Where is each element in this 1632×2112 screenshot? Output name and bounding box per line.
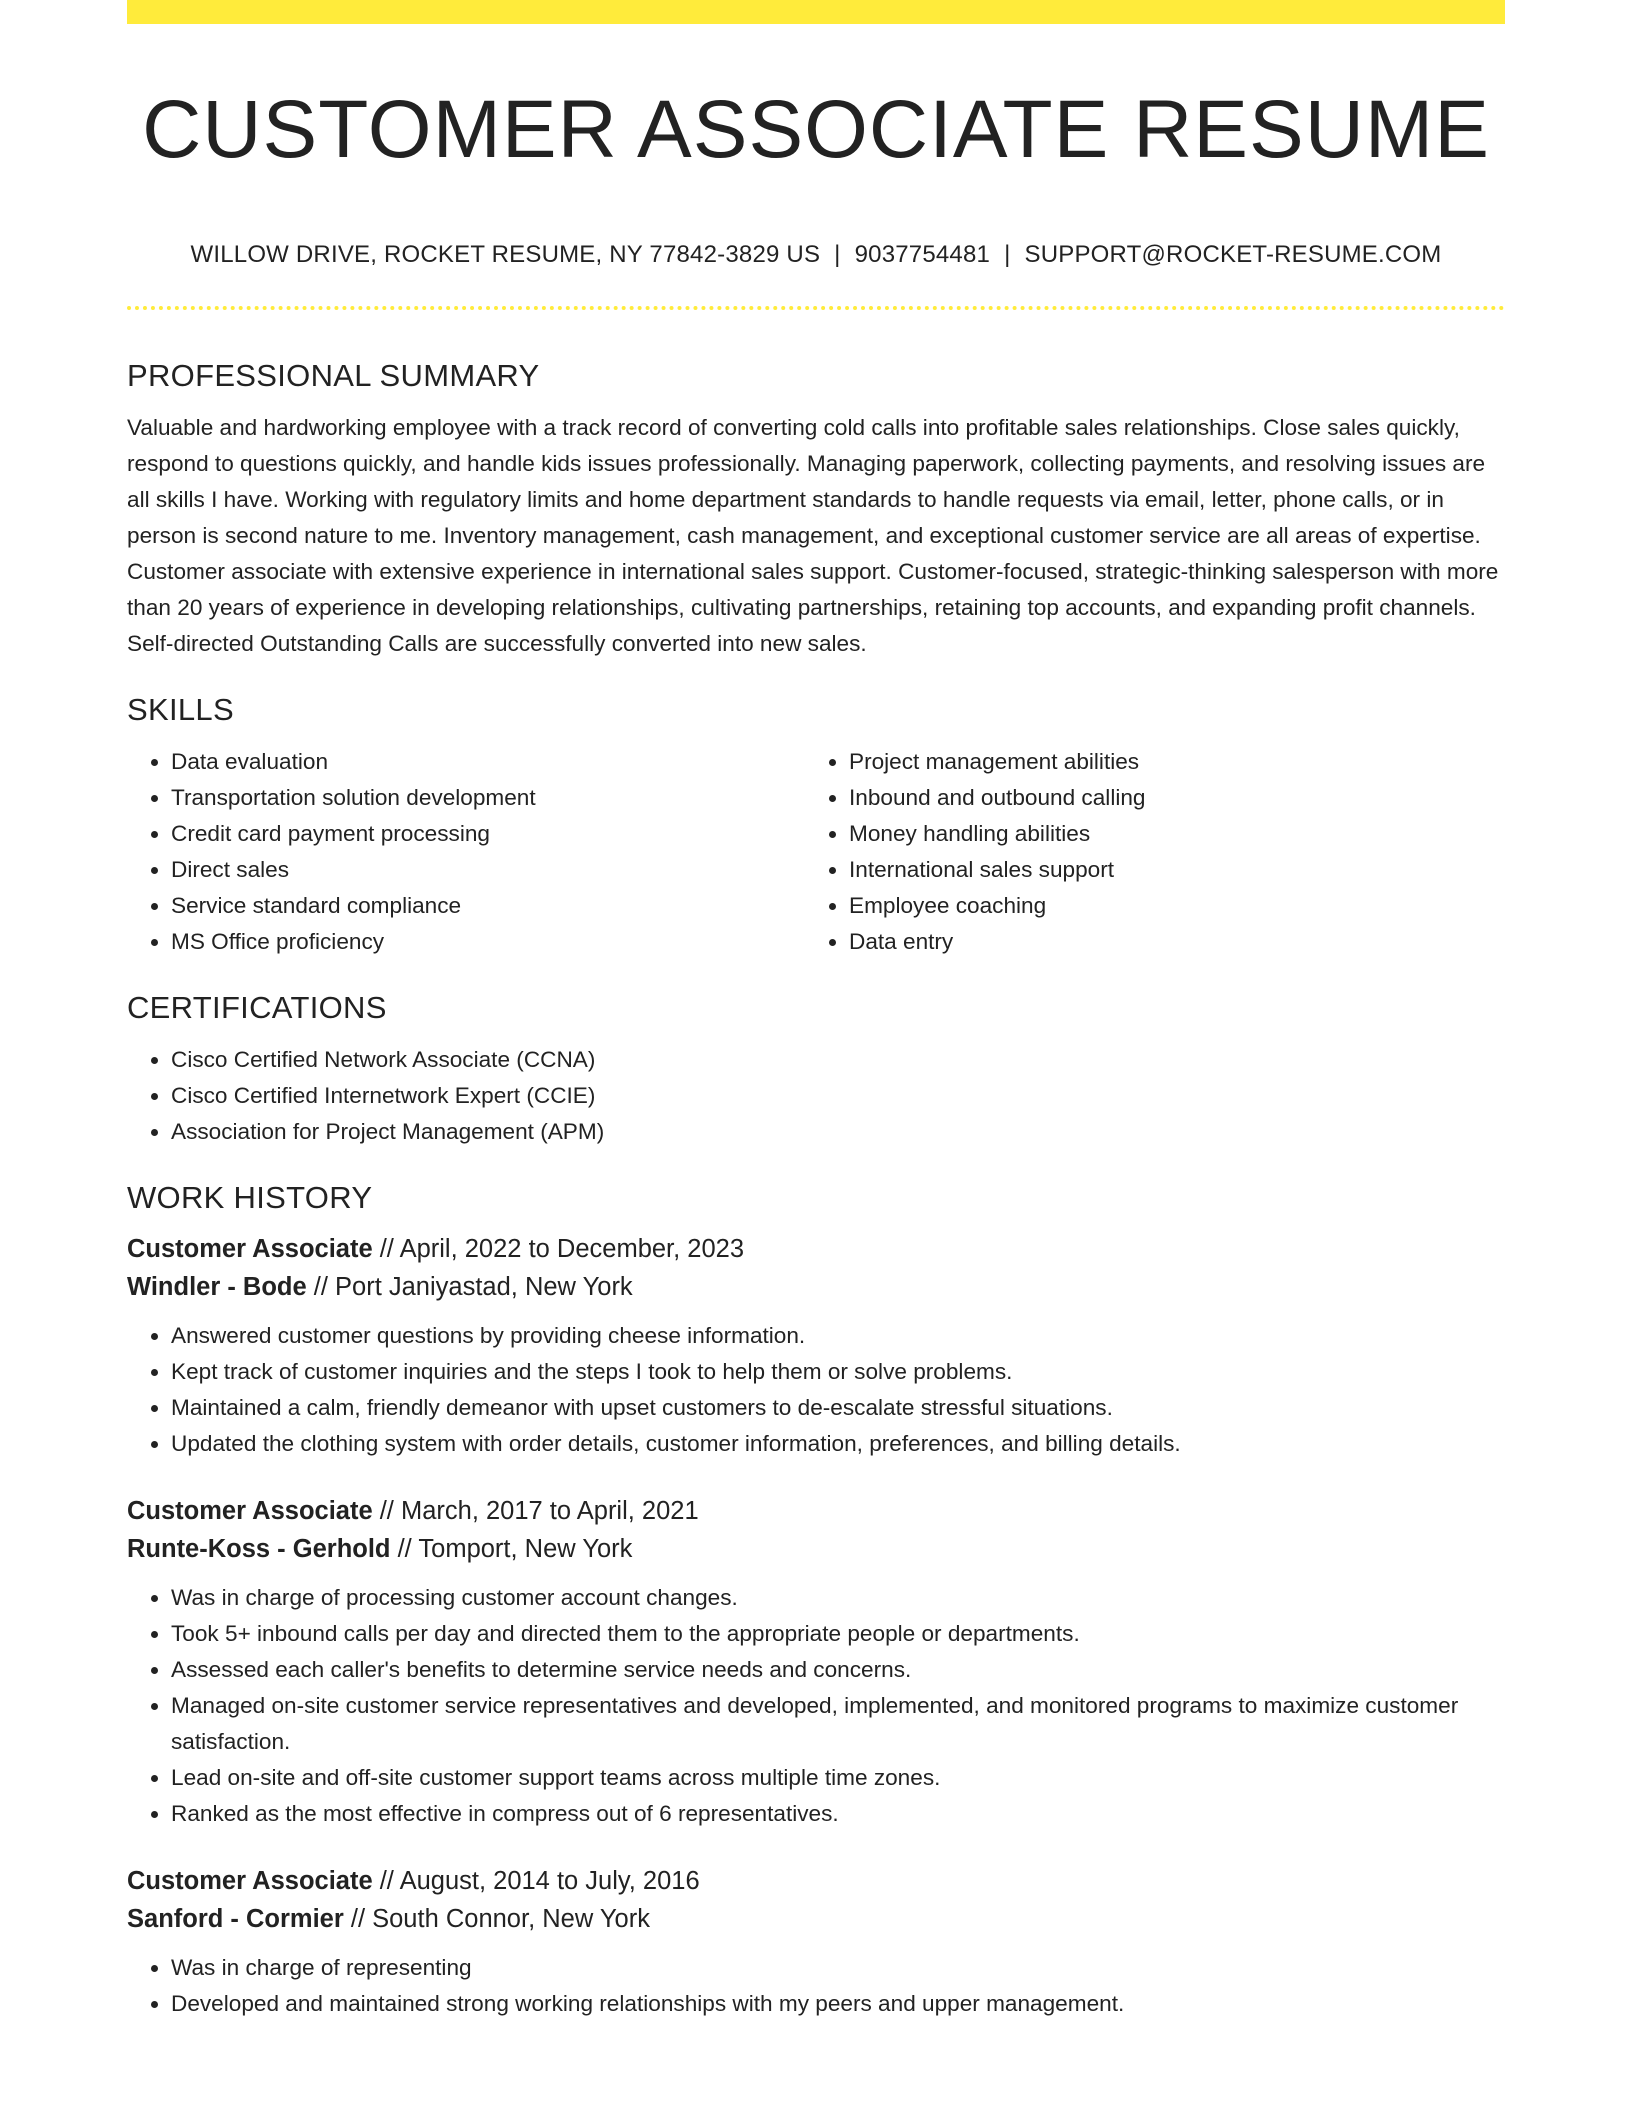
certifications-heading: CERTIFICATIONS xyxy=(127,990,387,1025)
contact-email: SUPPORT@ROCKET-RESUME.COM xyxy=(1024,241,1442,268)
job-bullet: • Was in charge of processing customer account changes. xyxy=(171,1580,1505,1616)
job-dates: // August, 2014 to July, 2016 xyxy=(372,1867,700,1895)
job-company: Sanford - Cormier xyxy=(127,1905,344,1933)
job-title-line xyxy=(127,1862,1505,1900)
contact-address: WILLOW DRIVE, ROCKET RESUME, NY 77842-3829 US xyxy=(190,241,821,268)
skills-list-right xyxy=(805,744,1549,960)
job-bullets xyxy=(127,1580,1505,1832)
skill-item: • Employee coaching xyxy=(849,888,1549,924)
skills-list-left xyxy=(127,744,805,960)
job-title-line xyxy=(127,1230,1505,1268)
skill-item: • International sales support xyxy=(849,852,1549,888)
job-location: // Port Janiyastad, New York xyxy=(306,1273,633,1301)
job-company: Runte-Koss - Gerhold xyxy=(127,1535,391,1563)
skill-item: • Project management abilities xyxy=(849,744,1549,780)
job-title-line xyxy=(127,1492,1505,1530)
certifications-list xyxy=(127,1042,1505,1150)
job-dates: // April, 2022 to December, 2023 xyxy=(372,1235,745,1263)
work-history-heading: WORK HISTORY xyxy=(127,1180,373,1215)
work-history-section xyxy=(127,1174,1505,2022)
job-bullet: • Assessed each caller's benefits to determine service needs and concerns. xyxy=(171,1652,1505,1688)
contact-phone: 9037754481 xyxy=(854,241,991,268)
job-bullet: • Answered customer questions by providing cheese information. xyxy=(171,1318,1505,1354)
job-bullet: • Lead on-site and off-site customer support teams across multiple time zones. xyxy=(171,1760,1505,1796)
skill-item: • Inbound and outbound calling xyxy=(849,780,1549,816)
summary-section xyxy=(127,352,1505,662)
job-company: Windler - Bode xyxy=(127,1273,307,1301)
job-entry xyxy=(127,1492,1505,1832)
job-bullet: • Ranked as the most effective in compress out of 6 representatives. xyxy=(171,1796,1505,1832)
dotted-divider xyxy=(127,306,1505,310)
job-title: Customer Associate xyxy=(127,1867,373,1895)
certification-item: • Cisco Certified Internetwork Expert (CCIE) xyxy=(171,1078,1505,1114)
job-bullet: • Developed and maintained strong working relationships with my peers and upper management. xyxy=(171,1986,1505,2022)
skills-section xyxy=(127,686,1505,960)
contact-line xyxy=(127,238,1505,272)
certification-item: • Cisco Certified Network Associate (CCNA) xyxy=(171,1042,1505,1078)
job-location: // Tomport, New York xyxy=(390,1535,633,1563)
resume-body xyxy=(127,352,1505,2022)
skill-item: • Credit card payment processing xyxy=(171,816,805,852)
contact-separator: | xyxy=(1004,241,1011,268)
job-title: Customer Associate xyxy=(127,1235,373,1263)
certifications-section xyxy=(127,984,1505,1150)
summary-text: Valuable and hardworking employee with a track record of converting cold calls into profitable sales relationships. Close sales quickly, respond to questions quickly, and handle kids issues professionally. Managing paperwork, collecting payments, and resolving issues are all skills I have. Working with regulatory limits and home department standards to handle requests via email, letter, phone calls, or in person is second nature to me. Inventory management, cash management, and exceptional customer service are all areas of expertise. Customer associate with extensive experience in international sales support. Customer-focused, strategic-thinking salesperson with more than 20 years of experience in developing relationships, cultivating partnerships, retaining top accounts, and expanding profit channels. Self-directed Outstanding Calls are successfully converted into new sales. xyxy=(127,415,1499,656)
contact-separator: | xyxy=(834,241,841,268)
job-bullets xyxy=(127,1950,1505,2022)
skill-item: • Data entry xyxy=(849,924,1549,960)
summary-heading: PROFESSIONAL SUMMARY xyxy=(127,358,540,393)
accent-bar xyxy=(127,0,1505,24)
skills-columns xyxy=(127,744,1505,960)
job-bullet: • Was in charge of representing xyxy=(171,1950,1505,1986)
resume-title: CUSTOMER ASSOCIATE RESUME xyxy=(142,84,1490,175)
job-bullet: • Took 5+ inbound calls per day and directed them to the appropriate people or departments. xyxy=(171,1616,1505,1652)
job-entry xyxy=(127,1862,1505,2022)
job-bullets xyxy=(127,1318,1505,1462)
job-bullet: • Maintained a calm, friendly demeanor with upset customers to de-escalate stressful situations. xyxy=(171,1390,1505,1426)
job-entry xyxy=(127,1230,1505,1462)
job-title: Customer Associate xyxy=(127,1497,373,1525)
skill-item: • Money handling abilities xyxy=(849,816,1549,852)
certification-item: • Association for Project Management (APM) xyxy=(171,1114,1505,1150)
job-company-line xyxy=(127,1900,1505,1938)
skill-item: • Service standard compliance xyxy=(171,888,805,924)
skill-item: • Direct sales xyxy=(171,852,805,888)
skills-heading: SKILLS xyxy=(127,692,234,727)
skill-item: • Data evaluation xyxy=(171,744,805,780)
skill-item: • MS Office proficiency xyxy=(171,924,805,960)
job-company-line xyxy=(127,1268,1505,1306)
skill-item: • Transportation solution development xyxy=(171,780,805,816)
job-dates: // March, 2017 to April, 2021 xyxy=(372,1497,699,1525)
job-company-line xyxy=(127,1530,1505,1568)
job-bullet: • Managed on-site customer service representatives and developed, implemented, and monitored programs to maximize customer satisfaction. xyxy=(171,1688,1505,1760)
job-bullet: • Updated the clothing system with order details, customer information, preferences, and billing details. xyxy=(171,1426,1505,1462)
job-location: // South Connor, New York xyxy=(343,1905,650,1933)
job-bullet: • Kept track of customer inquiries and the steps I took to help them or solve problems. xyxy=(171,1354,1505,1390)
